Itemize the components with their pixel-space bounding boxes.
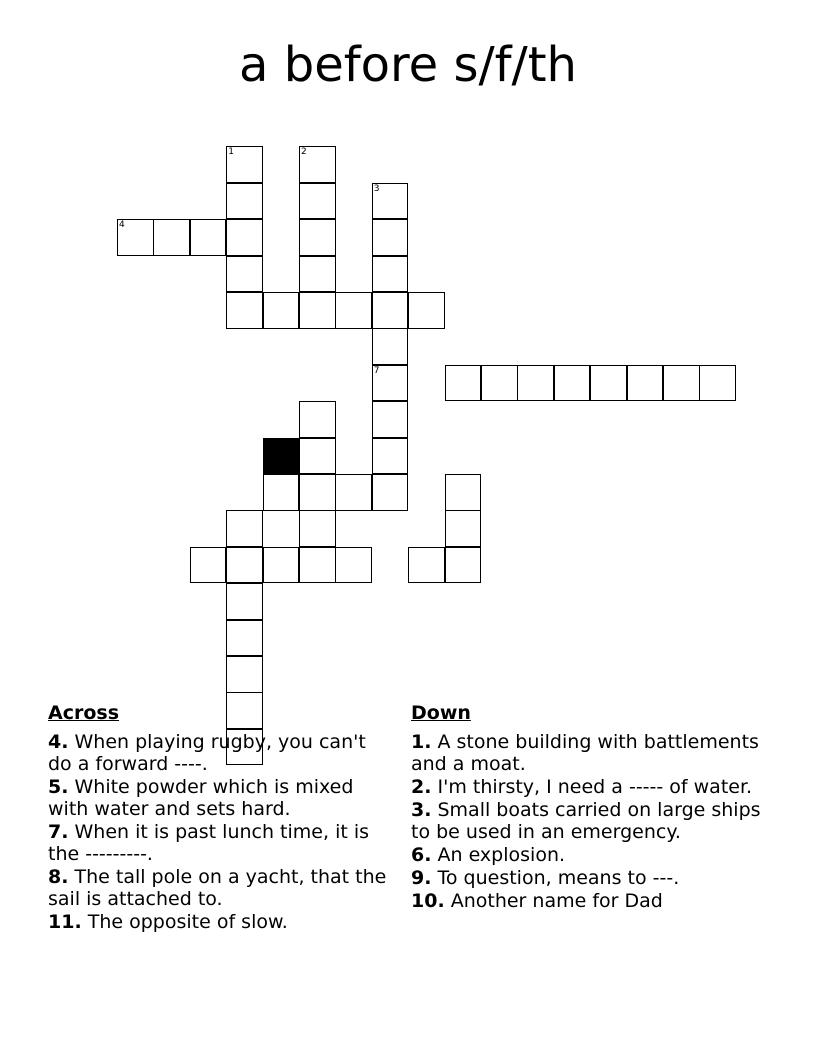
clue-number: 3 — [373, 183, 380, 194]
across-clue-list — [48, 731, 393, 933]
clue-text: When playing rugby, you can't do a forward ----. — [48, 731, 366, 775]
clue-number: 8 — [264, 438, 271, 449]
grid-cell[interactable] — [335, 547, 372, 584]
down-clues — [411, 702, 771, 913]
grid-cell[interactable] — [263, 474, 300, 511]
clue-number: 4 — [119, 220, 125, 231]
clue-number-label: 9. — [411, 867, 432, 889]
grid-cell[interactable] — [190, 547, 227, 584]
grid-cell[interactable] — [372, 292, 409, 329]
clue-number-label: 4. — [48, 731, 69, 753]
grid-cell[interactable] — [372, 328, 409, 365]
clue-text: When it is past lunch time, it is the ---------. — [48, 821, 370, 865]
grid-cell[interactable] — [299, 292, 336, 329]
clue-number-label: 2. — [411, 776, 432, 798]
clue-text: White powder which is mixed with water and sets hard. — [48, 776, 354, 820]
grid-cell[interactable] — [190, 219, 227, 256]
black-square — [263, 438, 300, 475]
down-clue — [411, 890, 771, 912]
clue-text: The tall pole on a yacht, that the sail is attached to. — [48, 866, 387, 910]
grid-cell[interactable] — [263, 547, 300, 584]
grid-cell[interactable] — [554, 365, 591, 402]
grid-cell[interactable] — [226, 292, 263, 329]
down-clue — [411, 731, 771, 775]
clue-number-label: 10. — [411, 890, 445, 912]
grid-cell[interactable] — [372, 474, 409, 511]
across-clue — [48, 821, 393, 865]
grid-cell[interactable] — [445, 474, 482, 511]
across-clue — [48, 776, 393, 820]
grid-cell[interactable] — [299, 219, 336, 256]
grid-cell[interactable] — [226, 256, 263, 293]
grid-cell[interactable] — [226, 583, 263, 620]
clue-text: I'm thirsty, I need a ----- of water. — [431, 776, 753, 798]
down-clue — [411, 799, 771, 843]
grid-cell[interactable] — [663, 365, 700, 402]
grid-cell[interactable] — [372, 401, 409, 438]
grid-cell[interactable] — [372, 219, 409, 256]
grid-cell[interactable] — [408, 292, 445, 329]
grid-cell[interactable] — [299, 183, 336, 220]
grid-cell[interactable] — [226, 547, 263, 584]
down-clue — [411, 844, 771, 866]
grid-cell[interactable] — [226, 656, 263, 693]
grid-cell[interactable] — [445, 547, 482, 584]
across-clues — [48, 702, 393, 934]
grid-cell[interactable] — [445, 510, 482, 547]
grid-cell[interactable] — [226, 183, 263, 220]
grid-cell[interactable] — [299, 547, 336, 584]
grid-cell[interactable] — [627, 365, 664, 402]
clue-number: 2 — [301, 147, 307, 158]
grid-cell[interactable] — [372, 183, 409, 220]
grid-cell[interactable] — [226, 146, 263, 183]
grid-cell[interactable] — [335, 474, 372, 511]
clue-number-label: 1. — [411, 731, 432, 753]
grid-cell[interactable] — [299, 401, 336, 438]
grid-cell[interactable] — [226, 219, 263, 256]
grid-cell[interactable] — [299, 146, 336, 183]
down-clue — [411, 867, 771, 889]
clue-number-label: 5. — [48, 776, 69, 798]
grid-cell[interactable] — [226, 620, 263, 657]
grid-cell[interactable] — [299, 438, 336, 475]
clue-number-label: 7. — [48, 821, 69, 843]
grid-cell[interactable] — [481, 365, 518, 402]
down-clue-list — [411, 731, 771, 912]
page-title: a before s/f/th — [239, 37, 577, 93]
grid-cell[interactable] — [590, 365, 627, 402]
grid-cell[interactable] — [372, 365, 409, 402]
clue-text: An explosion. — [431, 844, 566, 866]
grid-cell[interactable] — [299, 256, 336, 293]
clue-number-label: 6. — [411, 844, 432, 866]
clue-number: 1 — [228, 147, 234, 158]
grid-cell[interactable] — [117, 219, 154, 256]
clue-text: Small boats carried on large ships to be used in an emergency. — [411, 799, 761, 843]
grid-cell[interactable] — [153, 219, 190, 256]
grid-cell[interactable] — [263, 292, 300, 329]
grid-cell[interactable] — [226, 510, 263, 547]
across-heading: Across — [48, 702, 120, 724]
grid-cell[interactable] — [699, 365, 736, 402]
clue-text: Another name for Dad — [444, 890, 663, 912]
across-clue — [48, 731, 393, 775]
clue-text: The opposite of slow. — [81, 911, 288, 933]
clue-number-label: 3. — [411, 799, 432, 821]
grid-cell[interactable] — [408, 547, 445, 584]
grid-cell[interactable] — [517, 365, 554, 402]
clue-number-label: 8. — [48, 866, 69, 888]
grid-cell[interactable] — [372, 438, 409, 475]
across-clue — [48, 911, 393, 933]
down-heading: Down — [411, 702, 471, 724]
clue-number-label: 11. — [48, 911, 82, 933]
clue-text: To question, means to ---. — [431, 867, 680, 889]
grid-cell[interactable] — [299, 474, 336, 511]
grid-cell[interactable] — [335, 292, 372, 329]
clue-number: 7 — [373, 365, 380, 376]
down-clue — [411, 776, 771, 798]
clue-text: A stone building with battlements and a moat. — [411, 731, 759, 775]
grid-cell[interactable] — [445, 365, 482, 402]
across-clue — [48, 866, 393, 910]
grid-cell[interactable] — [299, 510, 336, 547]
grid-cell[interactable] — [372, 256, 409, 293]
